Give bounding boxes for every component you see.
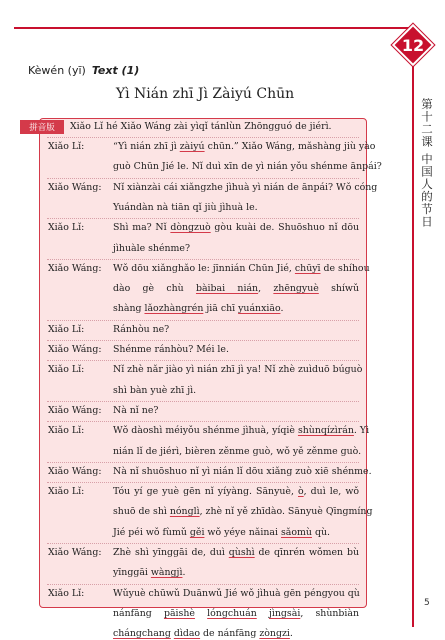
- vocab-word: zhēngyuè: [273, 283, 319, 295]
- lesson-number: 12: [401, 35, 425, 55]
- dialogue-line: [113, 243, 190, 255]
- line-text: , duì le, wǒ: [303, 486, 359, 498]
- dialogue-line: [113, 283, 359, 295]
- vocab-word: sǎomù: [280, 526, 312, 538]
- kewen-label: Kèwén (yī): [28, 64, 86, 77]
- dialogue-line: [113, 222, 359, 234]
- line-text: .: [280, 303, 284, 315]
- dialogue-line: [113, 588, 360, 600]
- line-text: .: [289, 628, 293, 640]
- vocab-word: chūyī: [294, 262, 321, 274]
- dialogue-line: [113, 202, 258, 214]
- speaker-label: Xiǎo Lǐ:: [48, 425, 85, 437]
- line-text: jìhuàle shénme?: [113, 242, 190, 254]
- vocab-word: bàibai nián: [195, 283, 259, 295]
- line-text: , shùnbiàn: [300, 607, 360, 619]
- row-separator: [47, 360, 359, 361]
- line-text: shuō de shì: [113, 506, 170, 518]
- speaker-label: Xiǎo Wáng:: [48, 465, 102, 477]
- dialogue-line: [113, 263, 370, 275]
- row-separator: [47, 218, 359, 219]
- speaker-label: Xiǎo Lǐ:: [48, 486, 85, 498]
- row-separator: [47, 137, 359, 138]
- line-text: jiā chī: [203, 303, 239, 315]
- dialogue-line: [113, 466, 372, 478]
- line-text: . Yì: [353, 425, 370, 437]
- dialogue-line: [113, 567, 185, 579]
- row-separator: [47, 462, 359, 463]
- speaker-label: Xiǎo Wáng:: [48, 262, 102, 274]
- vocab-word: gěi: [189, 526, 205, 538]
- line-text: Nǐ zhè nǎr jiào yì nián zhī jì ya! Nǐ zhè zuìduō búguò: [113, 364, 363, 376]
- line-text: Tóu yí ge yuè gēn nǐ yíyàng. Sānyuè,: [113, 486, 298, 498]
- row-separator: [47, 543, 359, 544]
- row-separator: [47, 340, 359, 341]
- dialogue-line: [113, 628, 293, 640]
- line-text: guò Chūn Jié le. Nǐ duì xīn de yì nián yǒu shénme ānpái?: [113, 161, 382, 173]
- speaker-label: Xiǎo Wáng:: [48, 547, 102, 558]
- dialogue-line: [113, 486, 359, 498]
- line-text: qù.: [311, 526, 330, 538]
- vocab-word: chángchang: [113, 628, 171, 640]
- row-separator: [47, 421, 359, 422]
- line-text: shì bàn yuè zhī jì.: [113, 384, 197, 396]
- vocab-word: pāishè: [163, 607, 195, 619]
- line-text: Wǒ dàoshì méiyǒu shénme jìhuà, yíqiè: [113, 425, 298, 437]
- line-text: wǒ yéye nǎinai: [204, 526, 281, 538]
- vocab-word: zòngzi: [259, 628, 290, 640]
- line-text: de nánfāng: [200, 628, 260, 640]
- line-text: Shì ma? Nǐ: [113, 222, 171, 234]
- dialogue-line: [113, 303, 283, 315]
- line-text: Nà nǐ shuōshuo nǐ yì nián lǐ dōu xiǎng zuò xiē shénme.: [113, 465, 372, 477]
- row-separator: [47, 259, 359, 260]
- vocab-word: yuánxiāo: [238, 303, 281, 315]
- line-text: nánfāng: [113, 607, 164, 619]
- dialogue-line: [113, 446, 361, 458]
- row-separator: [47, 320, 359, 321]
- dialogue-line: [113, 405, 158, 417]
- line-text: Jié péi wǒ fùmǔ: [113, 526, 190, 538]
- line-text: yīnggāi: [113, 567, 151, 579]
- line-text: ,: [258, 283, 274, 295]
- line-text: dào gè chù: [113, 283, 196, 295]
- vocab-word: zàiyú: [179, 141, 205, 152]
- line-text: gòu kuài de. Shuōshuo nǐ dōu: [210, 222, 360, 234]
- speaker-label: Xiǎo Wáng:: [48, 404, 102, 416]
- dialogue-line: [113, 385, 196, 397]
- dialogue-line: [113, 161, 382, 173]
- vocab-word: dìdao: [173, 628, 201, 640]
- row-separator: [47, 401, 359, 402]
- speaker-label: Xiǎo Wáng:: [48, 181, 102, 193]
- speaker-label: Xiǎo Lǐ:: [48, 323, 85, 335]
- line-text: Nǐ xiànzài cái xiǎngzhe jìhuà yì nián de ānpái? Wǒ cóng: [113, 181, 378, 193]
- row-separator: [47, 584, 359, 585]
- line-text: de shíhou: [320, 262, 370, 274]
- speaker-label: Xiǎo Lǐ:: [48, 141, 85, 152]
- speaker-label: Xiǎo Lǐ:: [48, 587, 85, 599]
- row-separator: [47, 178, 359, 179]
- line-text: Yuándàn nà tiān qǐ jiù jìhuà le.: [113, 201, 258, 213]
- dialogue-line: [113, 182, 377, 194]
- line-text: de qīnrén wǒmen bù: [254, 547, 360, 558]
- line-text: Ránhòu ne?: [113, 323, 170, 335]
- line-text: [257, 608, 269, 619]
- vocab-word: shùnqízìrán: [297, 425, 354, 437]
- side-title: 第十二课 中国人的节日: [420, 98, 434, 228]
- line-text: shíwǔ: [318, 283, 359, 295]
- pinyin-tag: 拼音版: [20, 120, 64, 134]
- vocab-word: lóngchuán: [207, 607, 257, 619]
- line-text: shàng: [113, 303, 145, 315]
- dialogue-line: [113, 344, 229, 356]
- line-text: [195, 608, 207, 619]
- dialogue-line: [113, 324, 169, 336]
- line-text: Zhè shì yīnggāi de, duì: [113, 547, 229, 558]
- page-title: Yì Nián zhī Jì Zàiyú Chūn: [115, 86, 295, 102]
- speaker-label: Xiǎo Lǐ:: [48, 222, 85, 234]
- dialogue-line: [113, 608, 359, 620]
- dialogue-line: [113, 527, 330, 539]
- vocab-word: qùshì: [228, 547, 255, 558]
- dialogue-line: [113, 364, 362, 376]
- vocab-word: ò: [298, 486, 304, 498]
- line-text: chūn.” Xiǎo Wáng, mǎshàng jiù yào: [204, 141, 376, 152]
- speaker-label: Xiǎo Lǐ:: [48, 364, 85, 376]
- text-label: Text (1): [91, 64, 140, 77]
- line-text: , zhè nǐ yě zhīdào. Sānyuè Qīngmíng: [199, 506, 373, 518]
- line-text: “Yì nián zhī jì: [113, 141, 180, 152]
- line-text: Wǔyuè chūwǔ Duānwǔ Jié wǒ jìhuà gēn péngyou qù: [113, 587, 360, 599]
- dialogue-line: [113, 506, 372, 518]
- line-text: nián lǐ de jiérì, bièren zěnme guò, wǒ yě zěnme guò.: [113, 445, 362, 457]
- page-number: 5: [424, 598, 430, 608]
- line-text: .: [182, 567, 186, 579]
- intro-line: Xiǎo Lǐ hé Xiǎo Wáng zài yìqǐ tánlùn Zhōngguó de jiérì.: [70, 121, 332, 132]
- dialogue-line: [113, 547, 359, 559]
- vocab-word: dòngzuò: [170, 222, 211, 234]
- dialogue-line: [113, 425, 369, 437]
- dialogue-line: [113, 141, 375, 153]
- vocab-word: wàngjì: [150, 567, 183, 579]
- vocab-word: nónglì: [169, 506, 200, 518]
- speaker-label: Xiǎo Wáng:: [48, 344, 102, 355]
- line-text: Shénme ránhòu? Méi le.: [113, 344, 229, 355]
- line-text: Wǒ dōu xiǎnghǎo le: jīnnián Chūn Jié,: [113, 262, 295, 274]
- vocab-word: jìngsài: [268, 607, 301, 619]
- vocab-word: lǎozhàngrén: [144, 303, 204, 315]
- line-text: Nà nǐ ne?: [113, 404, 159, 416]
- row-separator: [47, 482, 359, 483]
